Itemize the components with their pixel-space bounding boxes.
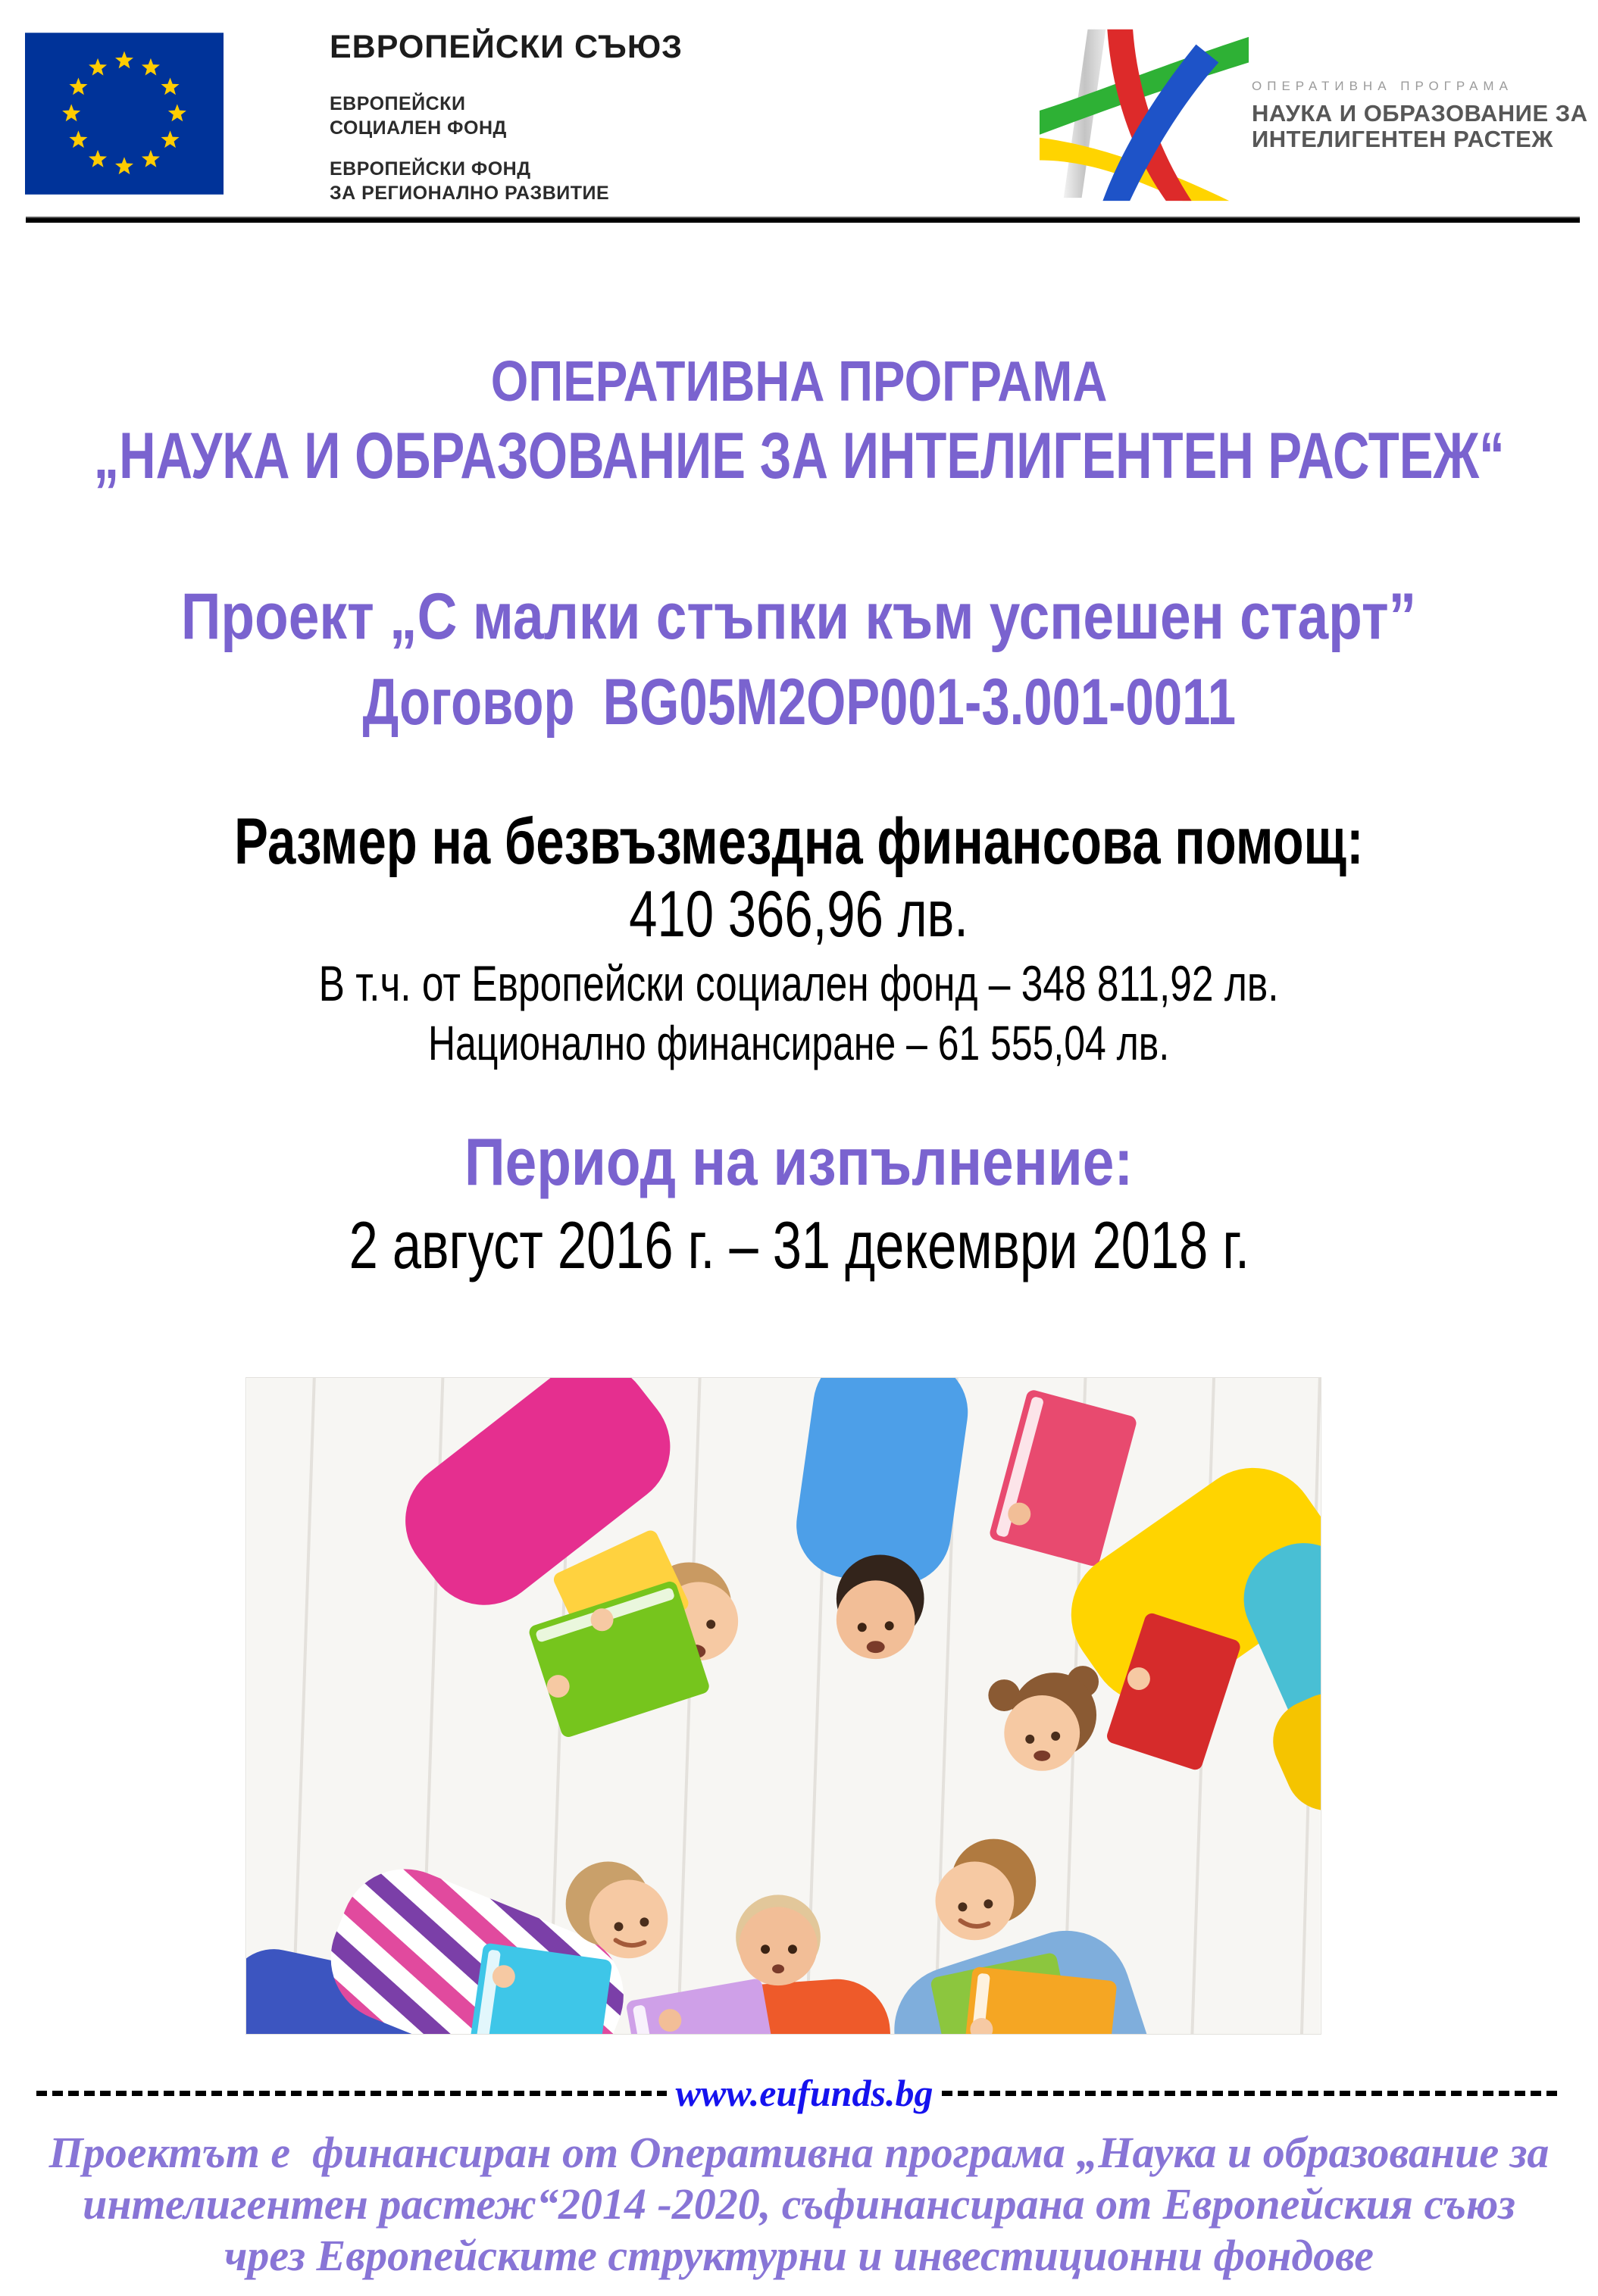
footer-line1: Проектът е финансиран от Оперативна програма „Наука и образование за [48, 2128, 1550, 2177]
esf-line1: ЕВРОПЕЙСКИ [330, 93, 466, 114]
op-kicker: ОПЕРАТИВНА ПРОГРАМА [1252, 79, 1513, 93]
op-name-line1: НАУКА И ОБРАЗОВАНИЕ ЗА [1252, 100, 1588, 127]
eu-flag-icon [25, 33, 224, 195]
op-logo-ribbons-icon [1040, 23, 1250, 201]
grant-amount: 410 366,96 лв. [629, 878, 969, 951]
period-heading: Период на изпълнение: [464, 1124, 1134, 1199]
project-title: Проект „С малки стъпки към успешен старт” [181, 580, 1417, 653]
esf-line2: СОЦИАЛЕН ФОНД [330, 117, 507, 139]
grant-heading: Размер на безвъзмездна финансова помощ: [234, 805, 1364, 878]
erdf-line1: ЕВРОПЕЙСКИ ФОНД [330, 158, 531, 180]
op-logo-text-block [1252, 79, 1588, 152]
footer-line2: интелигентен растеж“2014 -2020, съфинансирана от Европейския съюз [83, 2179, 1515, 2229]
eufunds-link[interactable]: www.eufunds.bg [675, 2072, 933, 2114]
grant-esf-line: В т.ч. от Европейски социален фонд – 348 811,92 лв. [319, 955, 1279, 1011]
grant-national-line: Национално финансиране – 61 555,04 лв. [428, 1016, 1170, 1070]
program-title-line1: ОПЕРАТИВНА ПРОГРАМА [490, 349, 1108, 413]
dash-line-right [942, 2091, 1562, 2096]
header-divider [26, 218, 1580, 223]
children-with-books-photo [245, 1377, 1321, 2035]
footer-line3: чрез Европейските структурни и инвестиционни фондове [224, 2231, 1374, 2280]
contract-number: Договор BG05M2OP001-3.001-0011 [362, 666, 1236, 739]
period-dates: 2 август 2016 г. – 31 декември 2018 г. [349, 1207, 1249, 1282]
program-title-line2: „НАУКА И ОБРАЗОВАНИЕ ЗА ИНТЕЛИГЕНТЕН РАСТЕЖ“ [93, 420, 1505, 492]
dash-line-left [36, 2091, 667, 2096]
op-name-line2: ИНТЕЛИГЕНТЕН РАСТЕЖ [1252, 126, 1553, 152]
eu-union-title: ЕВРОПЕЙСКИ СЪЮЗ [330, 29, 683, 65]
eu-funds-text-block [330, 29, 683, 205]
footer-separator [0, 2066, 1598, 2120]
erdf-line2: ЗА РЕГИОНАЛНО РАЗВИТИЕ [330, 183, 610, 204]
